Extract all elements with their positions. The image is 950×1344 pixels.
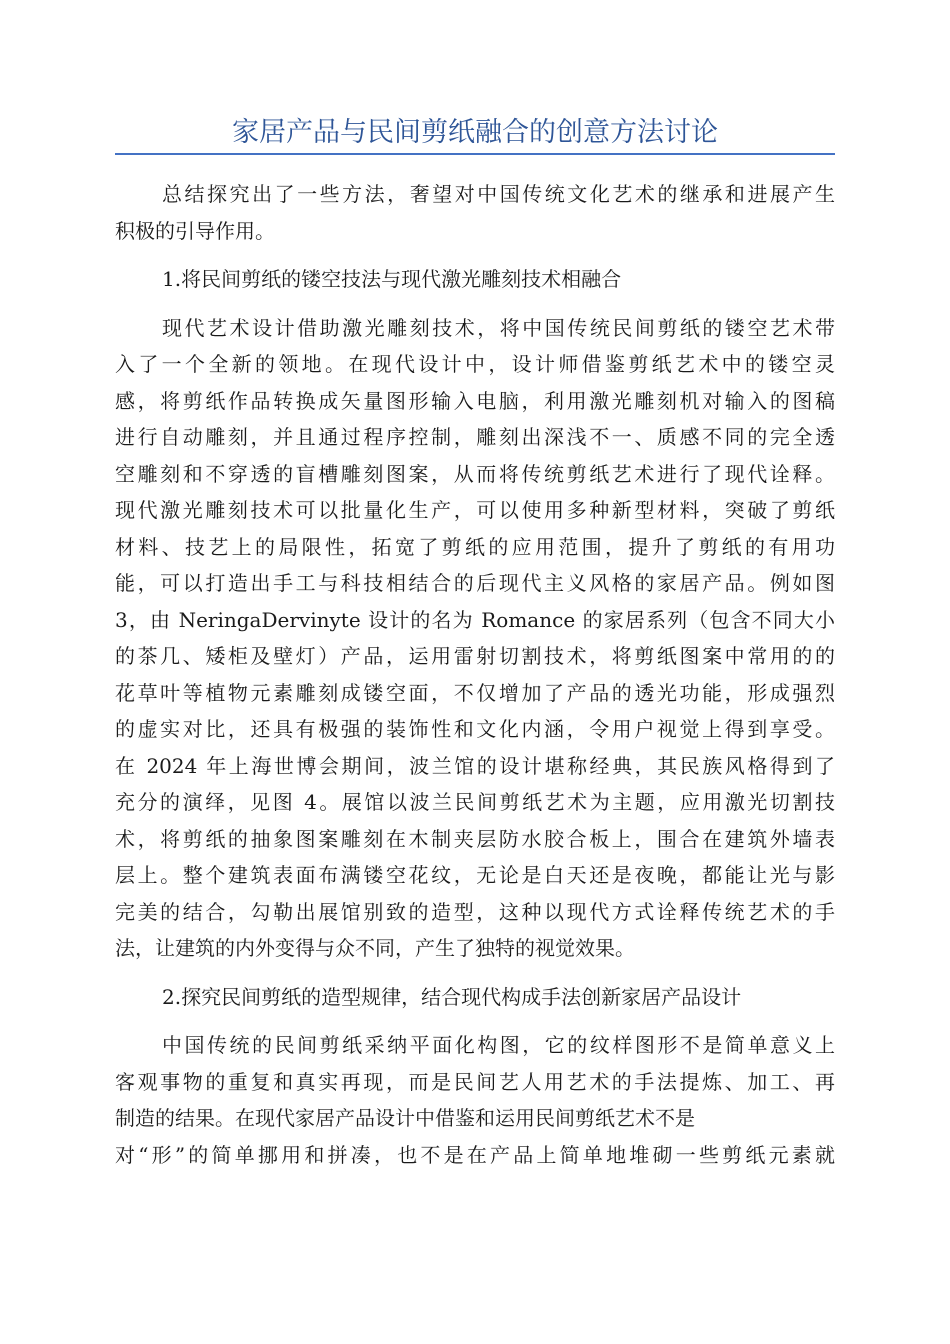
text-line: 充分的演绎，见图 4。展馆以波兰民间剪纸艺术为主题，应用激光切割技	[115, 790, 835, 814]
text-line: 法，让建筑的内外变得与众不同，产生了独特的视觉效果。	[115, 936, 635, 960]
text-line: 完美的结合，勾勒出展馆别致的造型，这种以现代方式诠释传统艺术的手	[115, 899, 835, 924]
text-line: 花草叶等植物元素雕刻成镂空面，不仅增加了产品的透光功能，形成强烈	[115, 680, 835, 705]
text-line: 中国传统的民间剪纸采纳平面化构图，它的纹样图形不是简单意义上	[162, 1033, 835, 1057]
text-line: 术，将剪纸的抽象图案雕刻在木制夹层防水胶合板上，围合在建筑外墙表	[115, 826, 835, 851]
text-line: 的茶几、矮柜及壁灯）产品，运用雷射切割技术，将剪纸图案中常用的的	[115, 644, 835, 668]
text-line: 材料、技艺上的局限性，拓宽了剪纸的应用范围，提升了剪纸的有用功	[115, 534, 835, 559]
text-line: 制造的结果。在现代家居产品设计中借鉴和运用民间剪纸艺术不是	[115, 1106, 695, 1130]
text-line: 客观事物的重复和真实再现，而是民间艺人用艺术的手法提炼、加工、再	[115, 1069, 835, 1094]
text-line: 积极的引导作用。	[115, 218, 275, 243]
text-line: 感，将剪纸作品转换成矢量图形输入电脑，利用激光雕刻机对输入的图稿	[115, 388, 835, 413]
paragraph-intro	[115, 176, 835, 249]
text-line: 能，可以打造出手工与科技相结合的后现代主义风格的家居产品。例如图	[115, 571, 835, 595]
text-line: 空雕刻和不穿透的盲槽雕刻图案，从而将传统剪纸艺术进行了现代诠释。	[115, 461, 835, 486]
section-heading-2: 2.探究民间剪纸的造型规律，结合现代构成手法创新家居产品设计	[162, 984, 742, 1009]
document-title: 家居产品与民间剪纸融合的创意方法讨论	[232, 117, 718, 148]
text-line: 层上。整个建筑表面布满镂空花纹，无论是白天还是夜晚，都能让光与影	[115, 863, 835, 887]
text-line: 对“形”的简单挪用和拼凑，也不是在产品上简单地堆砌一些剪纸元素就	[115, 1142, 835, 1167]
document-body	[115, 176, 835, 1173]
text-line: 现代激光雕刻技术可以批量化生产，可以使用多种新型材料，突破了剪纸	[115, 498, 835, 522]
paragraph-laser	[115, 310, 835, 967]
text-line: 进行自动雕刻，并且通过程序控制，雕刻出深浅不一、质感不同的完全透	[115, 425, 835, 449]
paragraph-modeling	[115, 1027, 835, 1173]
text-line: 3，由 NeringaDervinyte 设计的名为 Romance 的家居系列（包含不同大小	[115, 607, 835, 632]
text-line: 的虚实对比，还具有极强的装饰性和文化内涵，令用户视觉上得到享受。	[115, 717, 835, 741]
text-line: 入了一个全新的领地。在现代设计中，设计师借鉴剪纸艺术中的镂空灵	[115, 352, 835, 376]
title-underline	[115, 153, 835, 155]
text-line: 总结探究出了一些方法，奢望对中国传统文化艺术的继承和进展产生	[162, 182, 835, 206]
text-line: 现代艺术设计借助激光雕刻技术，将中国传统民间剪纸的镂空艺术带	[162, 315, 835, 340]
text-line: 在 2024 年上海世博会期间，波兰馆的设计堪称经典，其民族风格得到了	[115, 753, 835, 778]
section-heading-1: 1.将民间剪纸的镂空技法与现代激光雕刻技术相融合	[162, 267, 622, 291]
